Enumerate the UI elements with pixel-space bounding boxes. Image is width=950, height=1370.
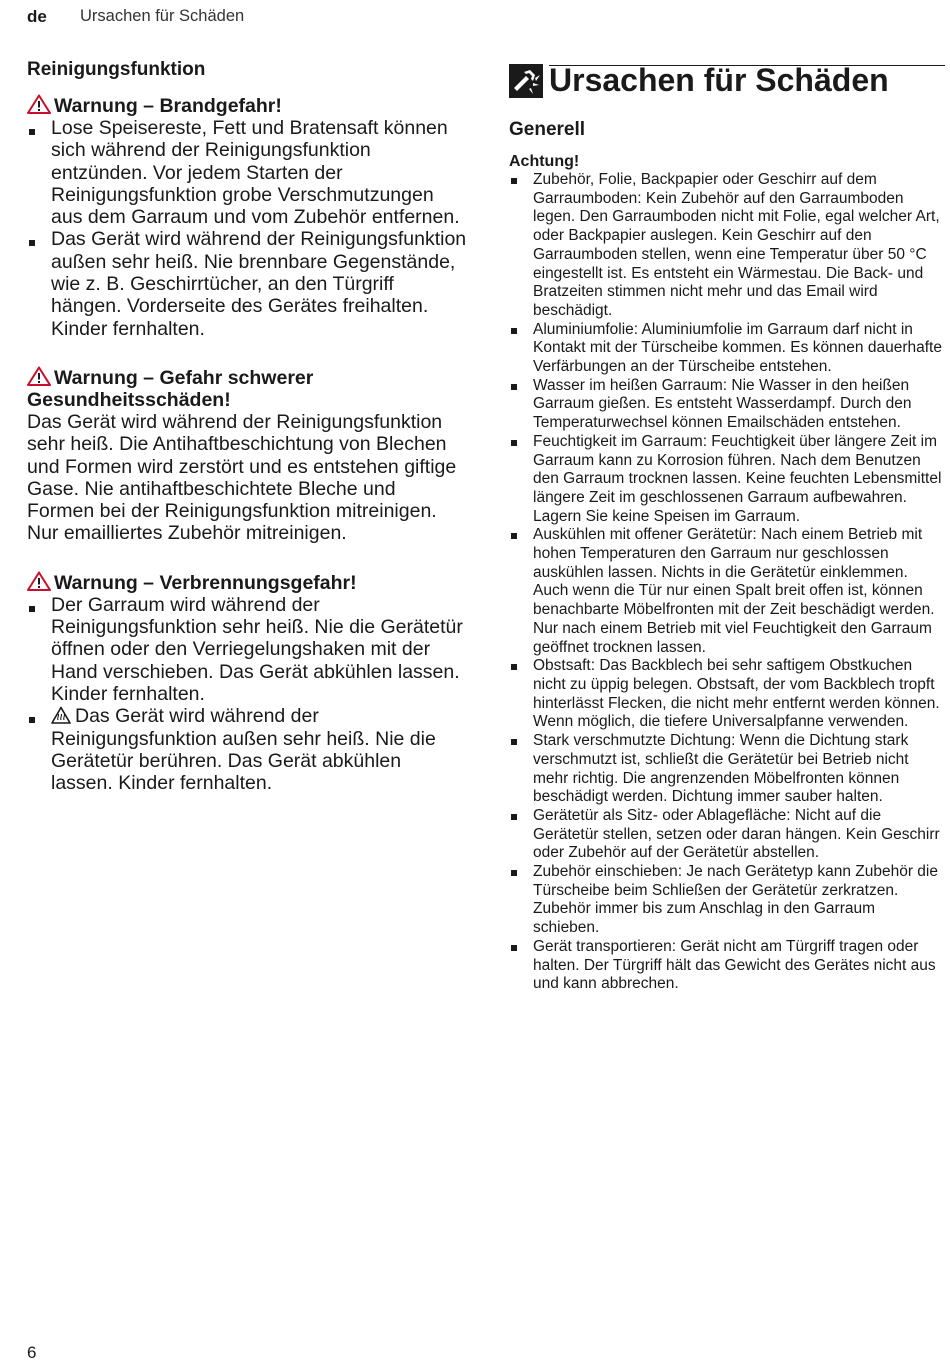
language-code: de [27,7,47,26]
warning-title: Warnung – Verbrennungsgefahr! [54,571,357,594]
list-item: Gerät transportieren: Gerät nicht am Türgriff tragen oder halten. Der Türgriff hält das Gewicht des Gerätes nicht aus und kann abbrechen. [509,938,945,994]
list-item: Zubehör einschieben: Je nach Gerätetyp kann Zubehör die Türscheibe beim Schließen der Gerätetür zerkratzen. Zubehör immer bis zum Anschlag in den Garraum schieben. [509,863,945,938]
list-item: Lose Speisereste, Fett und Bratensaft können sich während der Reinigungsfunktion entzünden. Vor jedem Starten der Reinigungsfunktion grobe Verschmutzungen aus dem Garraum und vom Zubehör entfernen. [27,117,467,228]
warning-health [27,366,467,545]
warning-text: Das Gerät wird während der Reinigungsfunktion sehr heiß. Die Antihaftbeschichtung von Blechen und Formen wird zerstört und es entstehen giftige Gase. Nie antihaftbeschichtete Bleche und Formen bei der Reinigungsfunktion mitreinigen. Nur emailliertes Zubehör mitreinigen. [27,410,457,545]
warning-triangle-icon [27,571,51,591]
warning-list [27,594,467,795]
list-item: Obstsaft: Das Backblech bei sehr saftigem Obstkuchen nicht zu üppig belegen. Obstsaft, der vom Backblech tropft hinterlässt Flecken, die nicht mehr entfernt werden können. Wenn möglich, die tiefere Universalpfanne verwenden. [509,657,945,732]
left-column [27,58,467,808]
list-item: Auskühlen mit offener Gerätetür: Nach einem Betrieb mit hohen Temperaturen den Garraum nur geschlossen auskühlen lassen. Nichts in die Gerätetür einklemmen. Auch wenn die Tür nur einen Spalt breit offen ist, können benachbarte Möbelfronten mit der Zeit beschädigt werden. Nur nach einem Betrieb mit viel Feuchtigkeit den Garraum geöffnet trocknen lassen. [509,526,945,657]
warning-heading [27,94,467,117]
warning-heading [27,571,467,594]
damage-hammer-icon [509,64,543,98]
list-item: Aluminiumfolie: Aluminiumfolie im Garraum darf nicht in Kontakt mit der Türscheibe kommen. Es können dauerhafte Verfärbungen an der Türscheibe entstehen. [509,321,945,377]
warning-list [27,117,467,340]
page-header [0,0,950,34]
right-column [509,60,945,994]
list-item: Wasser im heißen Garraum: Nie Wasser in den heißen Garraum gießen. Es entsteht Wasserdampf. Durch den Temperaturwechsel können Emailschäden entstehen. [509,377,945,433]
list-item-text: Das Gerät wird während der Reinigungsfunktion außen sehr heiß. Nie die Gerätetür berühren. Das Gerät abkühlen lassen. Kinder fernhalten. [51,705,436,795]
list-item: Der Garraum wird während der Reinigungsfunktion sehr heiß. Nie die Gerätetür öffnen oder den Verriegelungshaken mit der Hand verschieben. Das Gerät abkühlen lassen. Kinder fernhalten. [27,594,467,705]
warning-triangle-icon [27,94,51,114]
subsection-title: Generell [509,119,586,140]
chapter-heading [509,60,945,106]
attention-label: Achtung! [509,153,580,170]
list-item: Das Gerät wird während der Reinigungsfunktion außen sehr heiß. Nie brennbare Gegenstände, wie z. B. Geschirrtücher, an den Türgriff hängen. Vorderseite des Gerätes freihalten. Kinder fernhalten. [27,228,467,339]
list-item [27,705,467,794]
chapter-title: Ursachen für Schäden [549,62,889,98]
list-item: Gerätetür als Sitz- oder Ablagefläche: Nicht auf die Gerätetür stellen, setzen oder daran hängen. Kein Geschirr oder Zubehör auf der Gerätetür abstellen. [509,807,945,863]
list-item: Zubehör, Folie, Backpapier oder Geschirr auf dem Garraumboden: Kein Zubehör auf den Garraumboden legen. Den Garraumboden nicht mit Folie, egal welcher Art, oder Backpapier auslegen. Kein Geschirr auf den Garraumboden stellen, wenn eine Temperatur über 50 °C eingestellt ist. Es entsteht ein Wärmestau. Die Back- und Bratzeiten stimmen nicht mehr und das Email wird beschädigt. [509,171,945,321]
warning-title: Warnung – Brandgefahr! [54,95,282,117]
running-title: Ursachen für Schäden [80,7,245,25]
list-item: Stark verschmutzte Dichtung: Wenn die Dichtung stark verschmutzt ist, schließt die Gerätetür bei Betrieb nicht mehr richtig. Die angrenzenden Möbelfronten können beschädigt werden. Dichtung immer sauber halten. [509,732,945,807]
damage-list [509,171,945,994]
page-number: 6 [27,1343,37,1362]
section-title: Reinigungsfunktion [27,59,206,80]
warning-fire [27,94,467,340]
warning-triangle-icon [27,366,51,386]
list-item: Feuchtigkeit im Garraum: Feuchtigkeit über längere Zeit im Garraum kann zu Korrosion führen. Nach dem Benutzen den Garraum trocknen lassen. Keine feuchten Lebensmittel längere Zeit im geschlossenen Garraum aufbewahren. Lagern Sie keine Speisen im Garraum. [509,433,945,527]
hot-surface-triangle-icon [51,706,71,724]
warning-burn [27,571,467,795]
warning-heading [27,366,467,411]
warning-title: Warnung – Gefahr schwerer Gesundheitsschäden! [27,366,314,411]
